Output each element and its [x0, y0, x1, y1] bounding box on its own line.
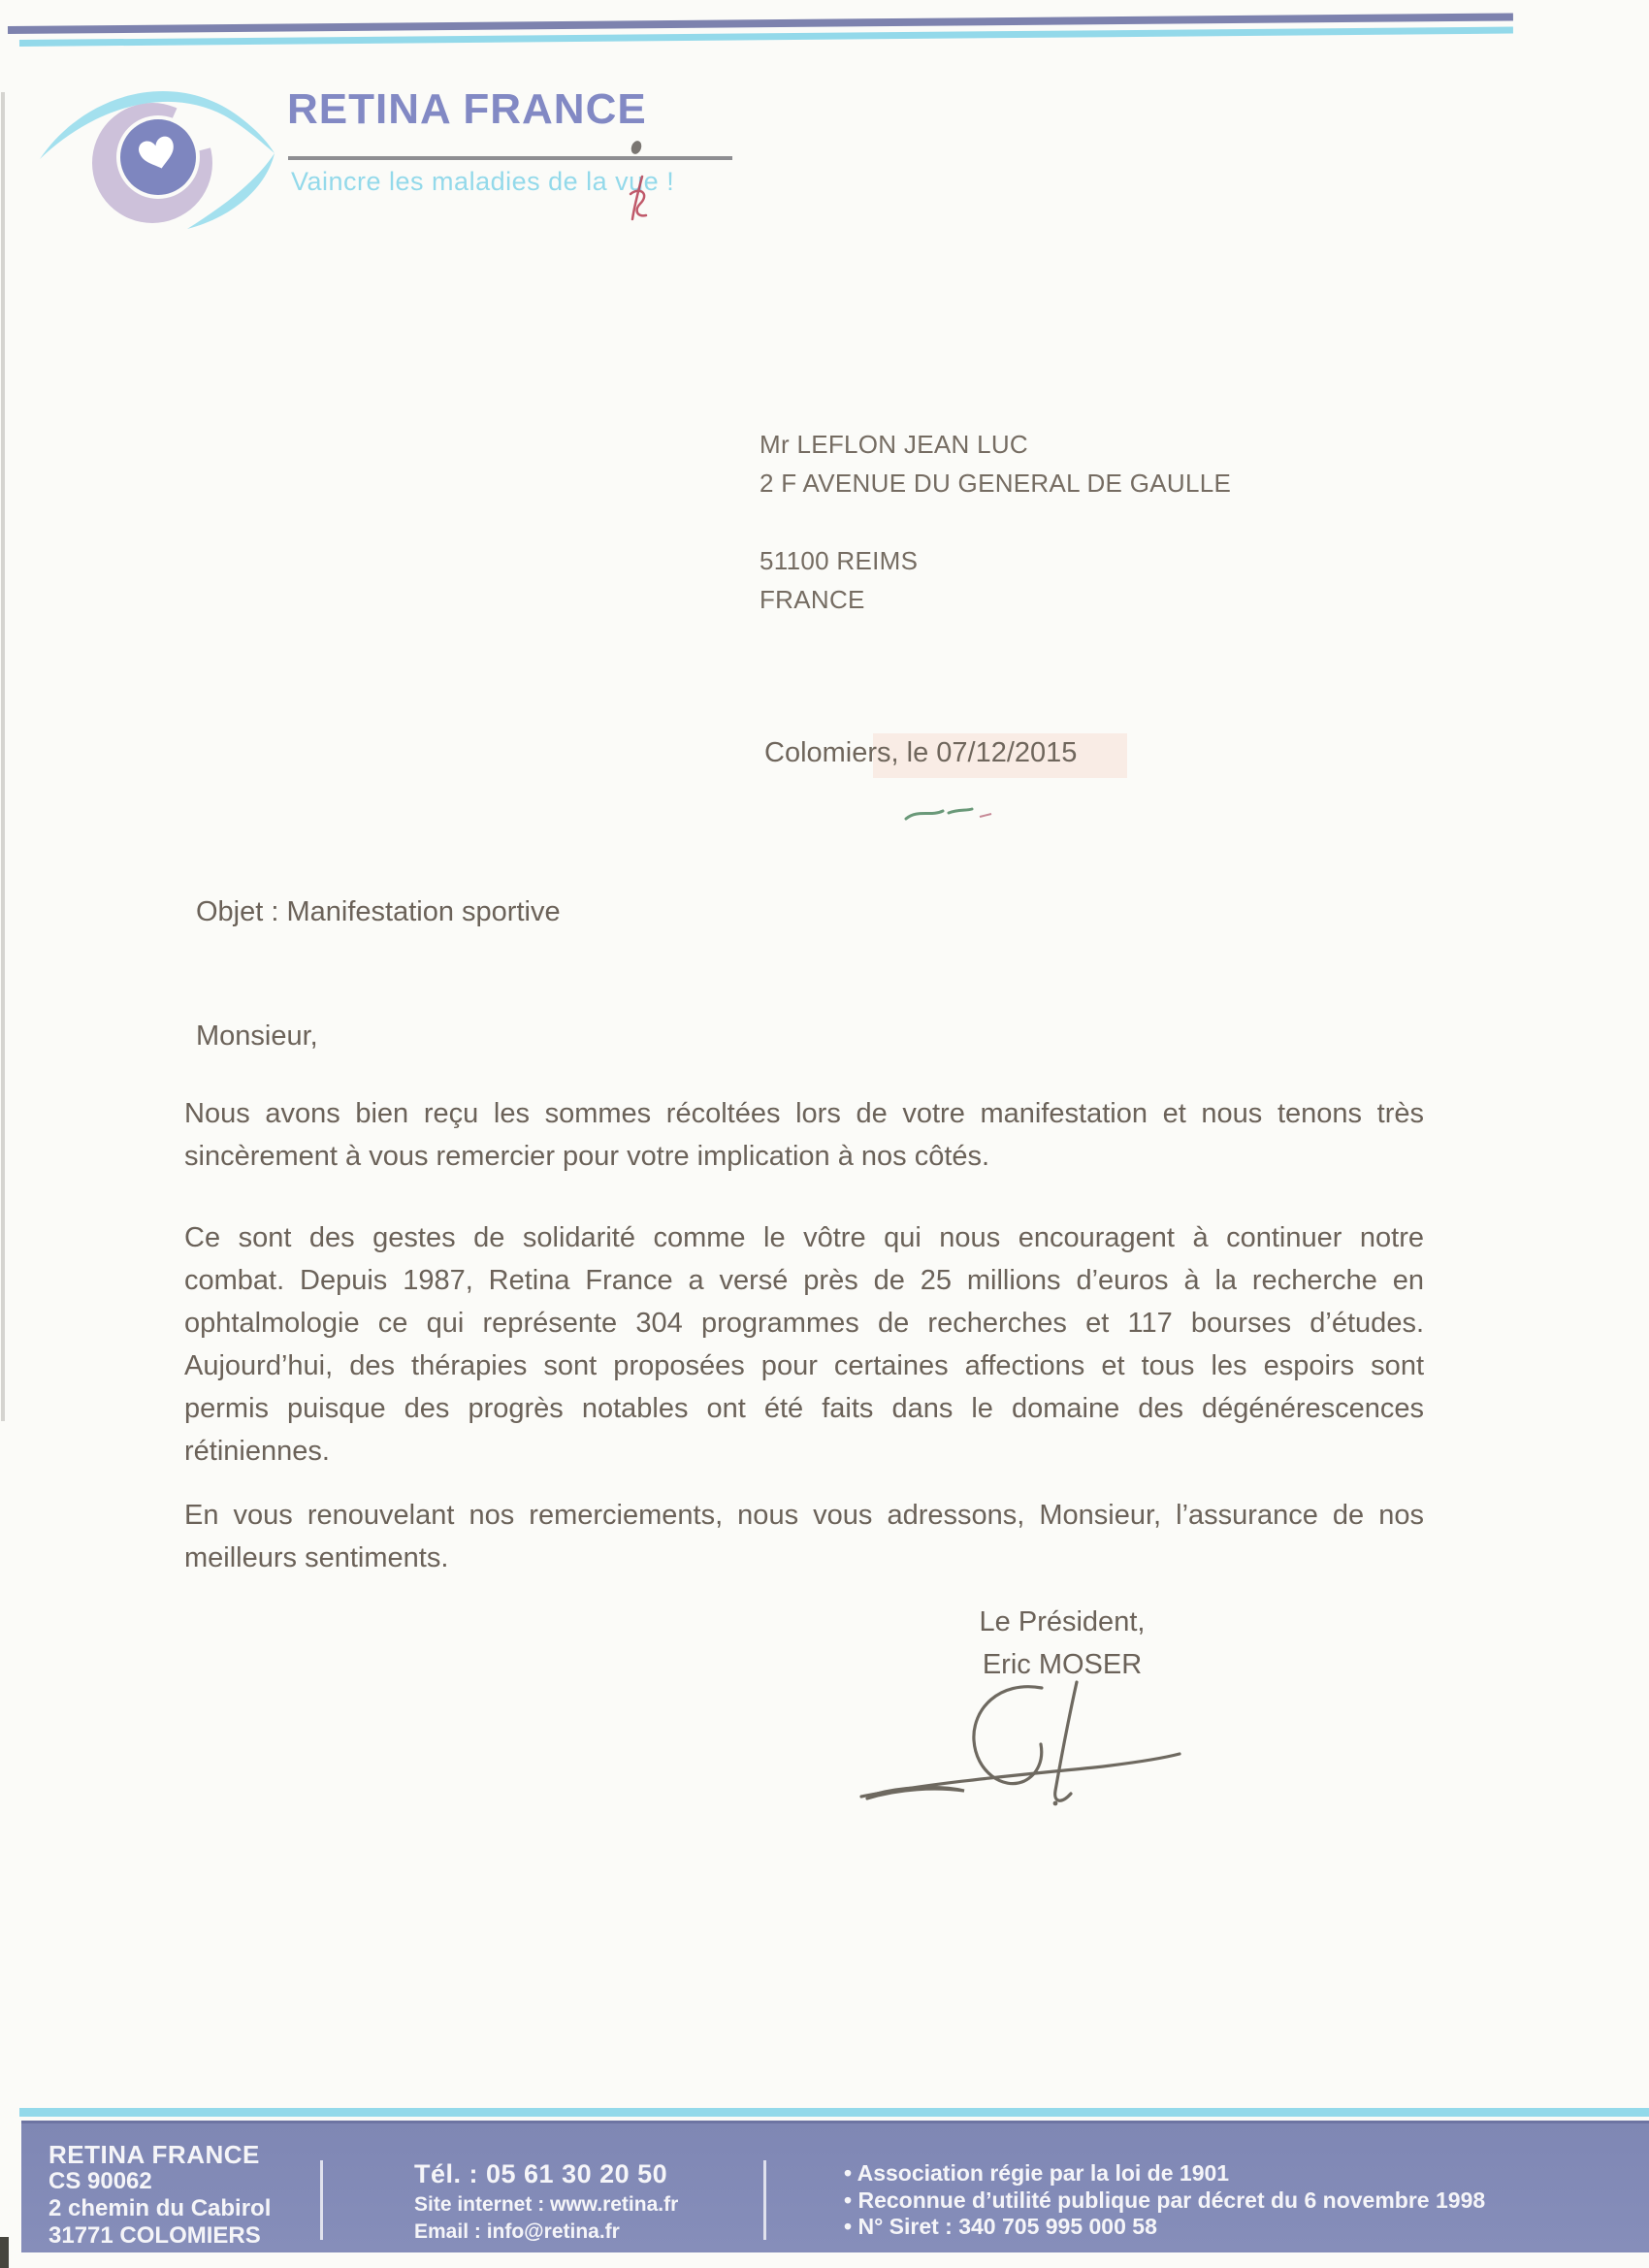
recipient-street: 2 F AVENUE DU GENERAL DE GAULLE: [760, 469, 1232, 498]
paragraph-line: Ce sont des gestes de solidarité comme le vôtre qui nous encouragent à continuer notre: [184, 1222, 1424, 1253]
footer-org-address: [48, 2141, 271, 2250]
recipient-name: Mr LEFLON JEAN LUC: [760, 430, 1029, 459]
footer-bar: [21, 2121, 1649, 2252]
footer-divider: [763, 2160, 766, 2240]
address-gap: [760, 502, 1231, 541]
scan-corner-artifact: [0, 2237, 9, 2268]
paragraph-line: ophtalmologie ce qui représente 304 programmes de recherches et 117 bourses d’études.: [184, 1308, 1424, 1339]
paragraph-line: permis puisque des progrès notables ont été faits dans le domaine des dégénérescences: [184, 1393, 1424, 1424]
date-line: Colomiers, le 07/12/2015: [764, 737, 1078, 768]
paragraph-2: [184, 1216, 1424, 1473]
brand-wordmark: RETINA FRANCE: [287, 85, 647, 133]
paragraph-line: Aujourd’hui, des thérapies sont proposées pour certaines affections et tous les espoirs sont: [184, 1350, 1424, 1381]
signoff-block: [917, 1601, 1208, 1686]
subject-line: Objet : Manifestation sportive: [196, 896, 561, 927]
recipient-city: 51100 REIMS: [760, 546, 919, 575]
footer-legal-line: • Association régie par la loi de 1901: [844, 2160, 1485, 2187]
brand-tagline: Vaincre les maladies de la vue !: [291, 167, 675, 196]
signoff-name: Eric MOSER: [982, 1649, 1143, 1680]
salutation: Monsieur,: [196, 1021, 318, 1052]
recipient-country: FRANCE: [760, 585, 865, 614]
footer-contact: [414, 2156, 678, 2246]
paragraph-3: [184, 1494, 1424, 1579]
footer-org-line: CS 90062: [48, 2168, 152, 2194]
footer-legal-line: • N° Siret : 340 705 995 000 58: [844, 2214, 1485, 2241]
footer-phone: Tél. : 05 61 30 20 50: [414, 2159, 668, 2188]
paragraph-line: combat. Depuis 1987, Retina France a versé près de 25 millions d’euros à la recherche en: [184, 1265, 1424, 1296]
paragraph-line: meilleurs sentiments.: [184, 1542, 449, 1573]
footer-divider: [320, 2160, 323, 2240]
footer-website: Site internet : www.retina.fr: [414, 2193, 679, 2216]
signoff-role: Le Président,: [979, 1606, 1146, 1637]
red-pen-scribble-artifact: [613, 138, 681, 235]
footer-org-line: 31771 COLOMIERS: [48, 2222, 261, 2249]
green-smudge-artifact: [902, 803, 999, 828]
paragraph-line: En vous renouvelant nos remerciements, nous vous adressons, Monsieur, l’assurance de nos: [184, 1500, 1424, 1531]
handwritten-signature: [852, 1676, 1191, 1807]
footer-org-name: RETINA FRANCE: [48, 2140, 260, 2169]
paragraph-1: [184, 1092, 1424, 1178]
paragraph-line: rétiniennes.: [184, 1436, 330, 1467]
recipient-address-block: [760, 425, 1231, 619]
footer-cyan-strip: [19, 2108, 1649, 2117]
retina-france-eye-logo-icon: [34, 60, 281, 249]
footer-org-line: 2 chemin du Cabirol: [48, 2195, 272, 2221]
paragraph-line: Nous avons bien reçu les sommes récoltées lors de votre manifestation et nous tenons très: [184, 1098, 1424, 1129]
footer-legal-line: • Reconnue d’utilité publique par décret du 6 novembre 1998: [844, 2187, 1485, 2215]
footer-legal: [844, 2160, 1485, 2241]
footer-email: Email : info@retina.fr: [414, 2220, 620, 2243]
scan-edge-artifact: [1, 92, 5, 1421]
paragraph-line: sincèrement à vous remercier pour votre implication à nos côtés.: [184, 1141, 990, 1172]
